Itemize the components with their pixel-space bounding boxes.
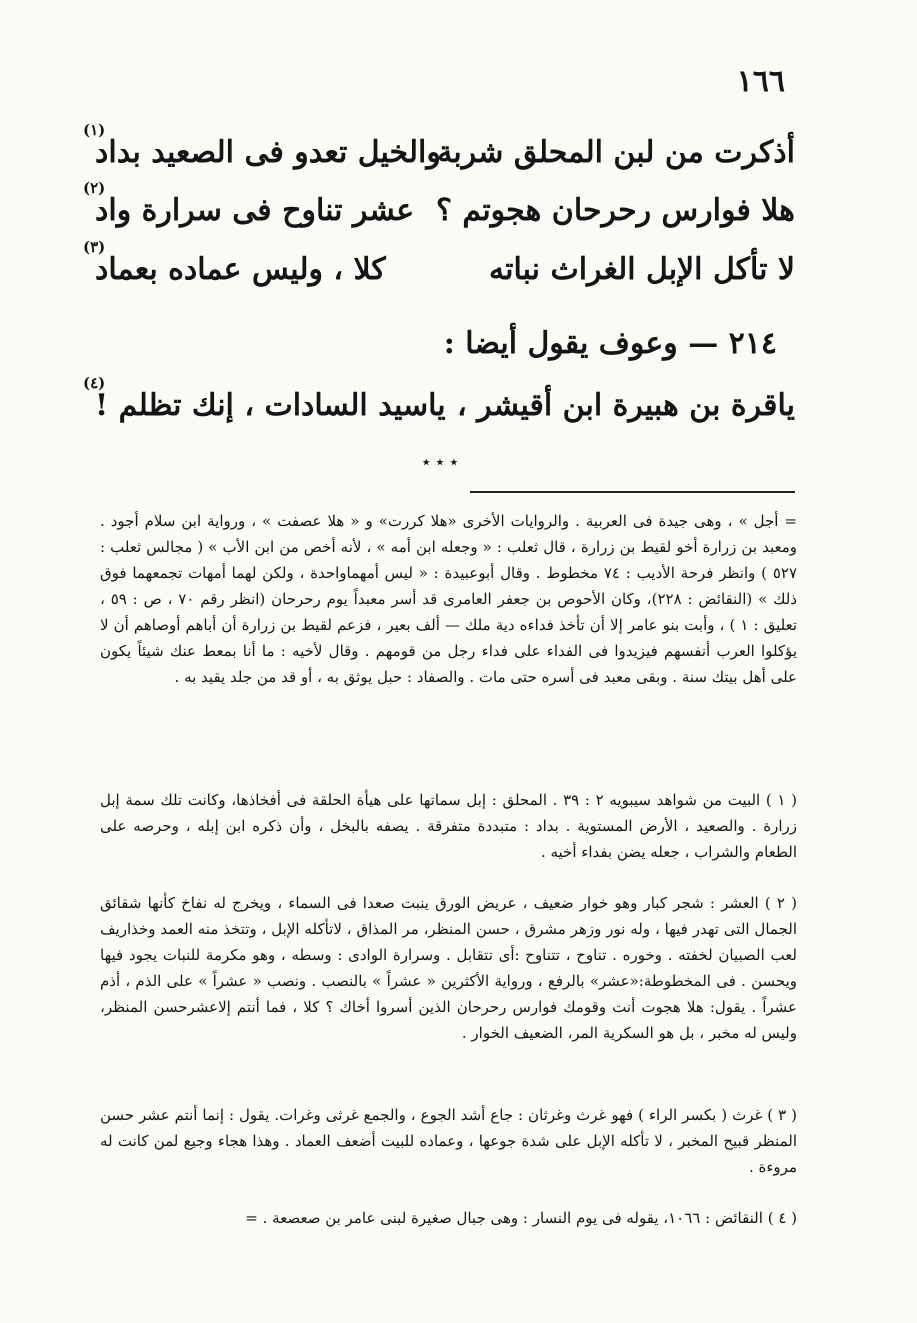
verse-second-hemistich: كلا ، وليس عماده بعماد: [95, 252, 386, 287]
footnote-text: ( ٢ ) العشر : شجر كبار وهو خوار ضعيف ، عريض الورق ينبت صعدا فى السماء ، ويخرج له نفاخ كأنها شقائق الجمال التى تهدر فيها ، وله نور وزهر مشرق ، حسن المنظر، مر المذاق ، لاتأكله الإبل ، وتتخذ منه العمد وخذاريف لعب الصبيان لخفته . وخوره . تناوح ، تتناوح :أى تتقابل . وسرارة الوادى : وسطه ، وهو مكرمة للنبات يجود فيها ويحسن . فى المخطوطة:«عشر» بالرفع ، ورواية الأكثرين « عشراً » بالنصب . ونصب « عشراً » على الذم ، أذم عشراً . يقول: هلا هجوت أنت وقومك فوارس رحرحان الذين أسروا أخاك ؟ كلا ، فما أنتم إلاعشرحسن المنظر، وليس له مخبر ، بل هو السكرية المر، الضعيف الخوار .: [100, 894, 797, 1042]
poem-heading: ٢١٤ — وعوف يقول أيضا :: [443, 326, 777, 361]
footnote-text: ( ٣ ) غرث ( بكسر الراء ) فهو غرث وغرثان : جاع أشد الجوع ، والجمع غرثى وغرات. يقول : إنما أنتم عشر حسن المنظر قبيح المخبر ، لا تأكله الإبل على شدة جوعها ، وعماده للبيت أضعف العماد . وهذا هجاء وجيع لمن كانت له مروءة .: [100, 1106, 797, 1176]
verse-first-hemistich: لا تأكل الإبل الغراث نباته: [489, 252, 795, 287]
section-divider-stars: ٭ ٭ ٭: [421, 452, 459, 471]
footnote-text: = أجل » ، وهى جيدة فى العربية . والروايات الأخرى «هلا كررت» و « هلا عصفت » ، ورواية ابن سلام أجود . ومعبد بن زرارة أخو لقيط بن زرارة ، قال ثعلب : « وجعله ابن أمه » ، لأنه أخص من ابن الأب » ( مجالس ثعلب : ٥٢٧ ) وانظر فرحة الأديب : ٧٤ مخطوط . وقال أبوعبيدة : « ليس أمهماواحدة ، ولكن لهما أمهات تجمعهما فوق ذلك » (النقائض : ٢٢٨)، وكان الأحوص بن جعفر العامرى قد أسر معبداً يوم رحرحان (انظر رقم ٧٠ ، ص : ٥٩ ، تعليق : ١ ) ، وأبت بنو عامر إلا أن تأخذ فداءه دية ملك — ألف بعير ، فزعم لقيط بن زرارة أن أباهم أوصاهم أن لا يؤكلوا العرب أنفسهم فيزيدوا فى الفداء على فداء رجل من قومهم . وقال لأخيه : ما أنا بمعط عنك شيئاً يكون على أهل بيتك سنة . وبقى معبد فى أسره حتى مات . والصفاد : حبل يوثق به ، أو قد من جلد يقيد به .: [100, 512, 798, 686]
footnote-marker: (٢): [83, 179, 106, 197]
footnote-text: ( ٤ ) النقائض : ١٠٦٦، يقوله فى يوم النسار : وهى جبال صغيرة لبنى عامر بن صعصعة . =: [245, 1209, 797, 1227]
footnote-4: [100, 1205, 797, 1231]
verse-second-hemistich: والخيل تعدو فى الصعيد بداد: [95, 135, 441, 170]
footnote-marker: (٤): [83, 374, 106, 392]
verse-line: [83, 179, 795, 241]
footnote-rule: [470, 491, 795, 493]
page-number: ١٦٦: [736, 64, 785, 99]
verse-second-hemistich: ياسيد السادات ، إنك تظلم !: [95, 388, 446, 423]
verse-line: [83, 238, 795, 300]
footnote-marker: (٣): [83, 238, 106, 256]
verse-first-hemistich: هلا فوارس رحرحان هجوتم ؟: [435, 193, 795, 228]
footnote-marker: (١): [83, 121, 106, 139]
footnote-1: [100, 787, 797, 865]
verse-first-hemistich: أذكرت من لبن المحلق شربة: [437, 135, 795, 170]
footnote-2: [100, 890, 797, 1046]
verse-line: [83, 121, 795, 183]
verse-first-hemistich: ياقرة بن هبيرة ابن أقيشر ،: [457, 388, 795, 423]
footnote-continuation: [100, 508, 797, 690]
verse-line: [83, 374, 795, 436]
verse-second-hemistich: عشر تناوح فى سرارة واد: [95, 193, 415, 228]
footnote-text: ( ١ ) البيت من شواهد سيبويه ٢ : ٣٩ . المحلق : إبل سماتها على هيأة الحلقة فى أفخاذها، وكانت تلك سمة إبل زرارة . والصعيد ، الأرض المستوية . بداد : متبددة متفرقة . يصفه بالبخل ، وأن ذكره ابن إبله ، وحرصه على الطعام والشراب ، جعله يضن بفداء أخيه .: [100, 791, 798, 861]
footnote-3: [100, 1102, 797, 1180]
